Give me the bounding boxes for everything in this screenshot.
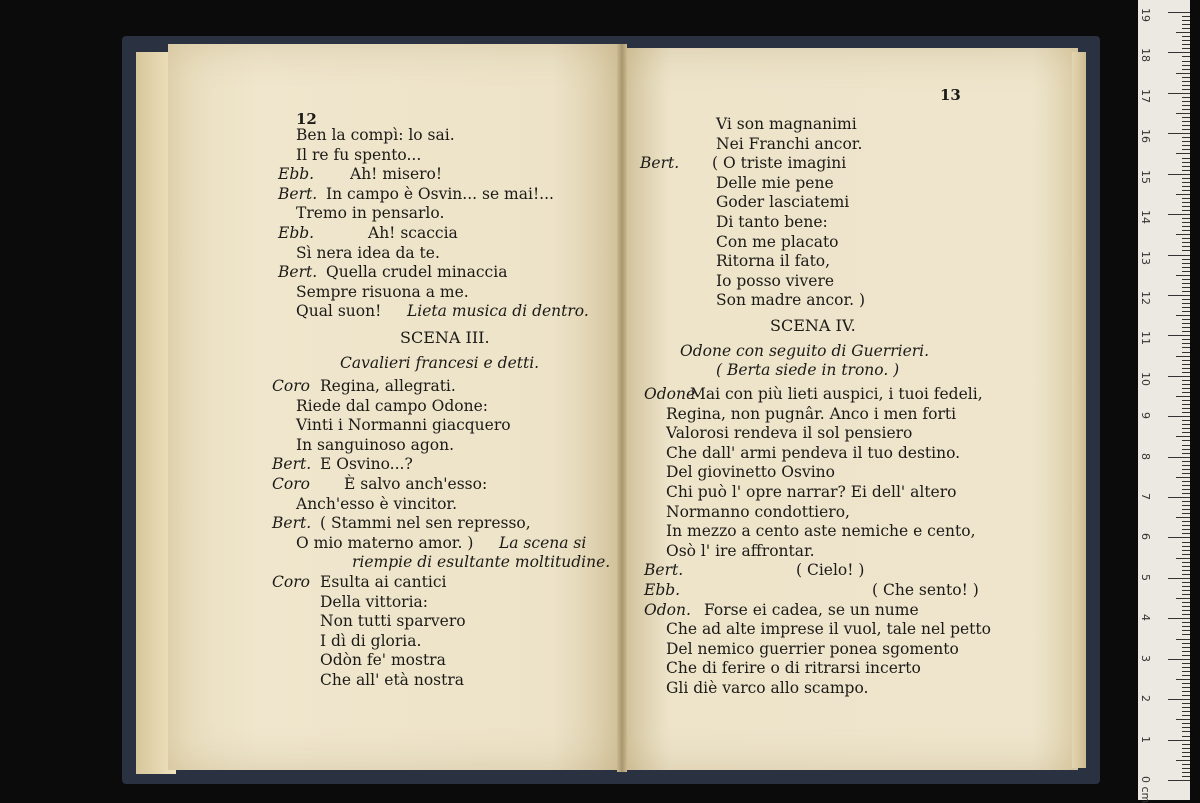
ruler-tick [1182,574,1190,575]
ruler-tick [1182,141,1190,142]
ruler-tick [1168,457,1190,458]
ruler-tick [1182,69,1190,70]
verse-text: O mio materno amor. ) [296,533,474,552]
ruler-tick [1182,481,1190,482]
speaker-name: Ebb. [644,580,681,599]
speaker-name: Odon. [644,600,691,619]
ruler-tick [1182,198,1190,199]
ruler-tick [1182,550,1190,551]
ruler-tick [1182,505,1190,506]
ruler-tick [1176,73,1190,74]
ruler-label: 0 cm [1139,776,1152,803]
ruler-tick [1182,206,1190,207]
verse-text: In sanguinoso agon. [296,435,455,454]
ruler-label: 6 [1139,533,1152,541]
ruler-label: 5 [1139,573,1152,581]
ruler-tick [1182,40,1190,41]
ruler-tick [1168,93,1190,94]
verse-text: È salvo anch'esso: [344,474,488,493]
ruler-tick [1168,740,1190,741]
ruler-tick [1182,764,1190,765]
speaker-name: Ebb. [278,165,315,184]
ruler-tick [1182,432,1190,433]
speaker-name: Bert. [272,514,312,533]
ruler-tick [1176,315,1190,316]
ruler-tick [1182,48,1190,49]
ruler-tick [1182,384,1190,385]
ruler-label: 4 [1139,614,1152,622]
speaker-name: Coro [272,572,310,591]
ruler-tick [1182,279,1190,280]
ruler-tick [1182,525,1190,526]
verse-text: Regina, non pugnâr. Anco i men forti [666,404,957,423]
ruler-tick [1168,255,1190,256]
verse-text: Che ad alte imprese il vuol, tale nel petto [666,620,991,639]
ruler-tick [1182,360,1190,361]
verse-text: Non tutti sparvero [320,612,466,631]
ruler-tick [1182,521,1190,522]
verse-text: In mezzo a cento aste nemiche e cento, [666,522,976,541]
ruler-tick [1182,647,1190,648]
ruler-label: 18 [1139,48,1152,63]
ruler-label: 8 [1139,452,1152,460]
ruler-tick [1182,768,1190,769]
ruler-tick [1182,671,1190,672]
ruler-tick [1182,202,1190,203]
verse-text: Ben la compì: lo sai. [296,126,455,144]
verse-text: Goder lasciatemi [716,193,850,212]
right-scene-title: SCENA IV. [770,316,856,335]
ruler-tick [1182,509,1190,510]
ruler-tick [1176,275,1190,276]
speaker-name: Coro [272,377,310,395]
ruler-label: 2 [1139,695,1152,703]
verse-text: Normanno condottiero, [666,502,850,521]
ruler-label: 3 [1139,654,1152,662]
verse-text: Che dall' armi pendeva il tuo destino. [666,443,961,462]
ruler-tick [1182,744,1190,745]
verse-text: Delle mie pene [716,173,834,192]
ruler-tick [1182,570,1190,571]
ruler-tick [1182,85,1190,86]
ruler-tick [1182,562,1190,563]
verse-text: E Osvino...? [320,455,413,474]
ruler-label: 15 [1139,169,1152,184]
ruler-tick [1182,756,1190,757]
ruler-tick [1182,392,1190,393]
ruler-tick [1182,89,1190,90]
ruler-tick [1182,323,1190,324]
ruler-tick [1182,105,1190,106]
ruler-tick [1182,501,1190,502]
ruler-tick [1168,659,1190,660]
ruler-label: 19 [1139,8,1152,22]
ruler-tick [1182,513,1190,514]
ruler-tick [1168,497,1190,498]
ruler-tick [1182,303,1190,304]
book-gutter [617,44,627,772]
ruler-tick [1182,602,1190,603]
verse-text: Gli diè varco allo scampo. [666,678,869,697]
verse-text: In campo è Osvin... se mai!... [326,184,554,203]
ruler-tick [1182,259,1190,260]
ruler-label: 14 [1139,210,1152,225]
ruler-tick [1182,77,1190,78]
ruler-tick [1168,578,1190,579]
ruler-tick [1176,356,1190,357]
ruler-tick [1182,149,1190,150]
ruler-tick [1176,153,1190,154]
verse-text: Quella crudel minaccia [326,263,508,282]
ruler-tick [1182,166,1190,167]
ruler-tick [1182,97,1190,98]
stage-direction: Lieta musica di dentro. [407,302,589,321]
ruler-tick [1176,113,1190,114]
ruler-tick [1182,655,1190,656]
ruler-tick [1182,420,1190,421]
verse-text: ( O triste imagini [712,154,847,173]
ruler-tick [1176,517,1190,518]
ruler-tick [1182,182,1190,183]
ruler-tick [1182,368,1190,369]
ruler-tick [1182,440,1190,441]
ruler-label: 17 [1139,88,1152,103]
ruler-tick [1182,643,1190,644]
ruler-tick [1182,210,1190,211]
ruler-tick [1182,489,1190,490]
ruler-tick [1182,776,1190,777]
verse-text: Regina, allegrati. [320,377,456,395]
verse-text: Valorosi rendeva il sol pensiero [666,424,913,443]
ruler-label: 13 [1139,250,1152,265]
ruler-tick [1182,271,1190,272]
ruler-tick [1182,711,1190,712]
verse-text: ( Che sento! ) [872,580,979,599]
ruler-tick [1176,234,1190,235]
ruler-tick [1176,396,1190,397]
ruler-tick [1182,404,1190,405]
ruler-tick [1182,137,1190,138]
ruler-tick [1182,56,1190,57]
ruler-tick [1176,639,1190,640]
ruler-tick [1182,703,1190,704]
ruler-tick [1182,230,1190,231]
ruler-tick [1182,218,1190,219]
verse-text: Tremo in pensarlo. [296,204,445,223]
ruler-tick [1182,121,1190,122]
ruler-tick [1182,44,1190,45]
ruler-tick [1182,473,1190,474]
ruler-tick [1182,327,1190,328]
verse-text: Ah! scaccia [368,223,458,242]
ruler-tick [1182,162,1190,163]
ruler-tick [1182,129,1190,130]
ruler-tick [1168,295,1190,296]
ruler-tick [1182,339,1190,340]
ruler-tick [1182,170,1190,171]
ruler-tick [1182,319,1190,320]
verse-text: Con me placato [716,232,839,251]
ruler-tick [1182,465,1190,466]
ruler-label: 12 [1139,290,1152,305]
ruler-label: 10 [1139,371,1152,386]
ruler-tick [1168,133,1190,134]
stage-direction: riempie di esultante moltitudine. [352,553,611,572]
verse-text: Vinti i Normanni giacquero [296,416,511,435]
ruler-tick [1182,125,1190,126]
ruler-tick [1168,12,1190,13]
ruler-tick [1182,16,1190,17]
verse-text: Sì nera idea da te. [296,243,440,262]
ruler-tick [1168,416,1190,417]
ruler-tick [1176,194,1190,195]
verse-text: Ah! misero! [350,165,443,184]
ruler-tick [1182,388,1190,389]
verse-text: Che di ferire o di ritrarsi incerto [666,659,921,678]
ruler-tick [1182,250,1190,251]
ruler-tick [1182,178,1190,179]
ruler-label: 1 [1139,735,1152,743]
ruler-tick [1168,699,1190,700]
ruler-tick [1182,226,1190,227]
ruler-tick [1168,335,1190,336]
ruler-tick [1182,663,1190,664]
ruler-tick [1182,311,1190,312]
right-scene-subtitle: Odone con seguito di Guerrieri. [680,342,930,360]
ruler-label: 11 [1139,331,1152,346]
ruler-tick [1182,24,1190,25]
ruler-tick [1182,485,1190,486]
ruler-tick [1182,469,1190,470]
ruler-tick [1182,380,1190,381]
ruler-tick [1182,626,1190,627]
ruler-label: 7 [1139,493,1152,501]
ruler-tick [1182,186,1190,187]
verse-text: Vi son magnanimi [716,115,857,133]
speaker-name: Bert. [278,263,318,282]
ruler-tick [1182,772,1190,773]
ruler-tick [1182,736,1190,737]
ruler-tick [1168,376,1190,377]
ruler-tick [1182,606,1190,607]
verse-text: Il re fu spento... [296,145,422,164]
ruler-tick [1182,614,1190,615]
ruler-tick [1182,691,1190,692]
ruler-tick [1182,117,1190,118]
ruler-tick [1182,412,1190,413]
ruler-tick [1182,299,1190,300]
ruler-tick [1182,695,1190,696]
ruler-tick [1182,461,1190,462]
verse-text: Riede dal campo Odone: [296,396,489,415]
ruler-tick [1182,20,1190,21]
speaker-name: Coro [272,474,310,493]
ruler-tick [1182,667,1190,668]
ruler-tick [1182,675,1190,676]
speaker-name: Bert. [272,455,312,474]
ruler-tick [1182,533,1190,534]
verse-text: Sempre risuona a me. [296,282,469,301]
ruler-tick [1182,246,1190,247]
ruler-tick [1176,436,1190,437]
speaker-name: Bert. [644,561,684,580]
ruler-tick [1176,760,1190,761]
ruler-tick [1182,594,1190,595]
verse-text: Odòn fe' mostra [320,651,446,670]
ruler-tick [1182,61,1190,62]
left-page-number: 12 [296,110,317,128]
ruler-tick [1176,598,1190,599]
ruler-tick [1182,331,1190,332]
right-page-number: 13 [940,86,961,104]
verse-text: Forse ei cadea, se un nume [704,600,919,619]
verse-text: Esulta ai cantici [320,572,447,591]
ruler-tick [1182,529,1190,530]
ruler-tick [1182,81,1190,82]
verse-text: Mai con più lieti auspici, i tuoi fedeli, [690,385,983,403]
ruler-tick [1182,36,1190,37]
ruler-tick [1182,445,1190,446]
ruler-tick [1168,537,1190,538]
left-scene-subtitle: Cavalieri francesi e detti. [340,354,540,372]
ruler-label: 16 [1139,129,1152,144]
ruler-tick [1182,190,1190,191]
ruler-tick [1182,307,1190,308]
ruler-tick [1182,582,1190,583]
page-edges-right [1072,52,1086,768]
speaker-name: Odone [644,385,696,403]
ruler-tick [1182,752,1190,753]
ruler-tick [1182,687,1190,688]
verse-text: Di tanto bene: [716,212,828,231]
ruler-tick [1168,52,1190,53]
verse-text: Nei Franchi ancor. [716,134,863,153]
ruler-tick [1182,263,1190,264]
ruler-tick [1182,590,1190,591]
speaker-name: Ebb. [278,223,315,242]
ruler-tick [1182,291,1190,292]
stage-direction: La scena si [499,533,587,552]
ruler-tick [1182,493,1190,494]
ruler-tick [1182,651,1190,652]
ruler-tick [1168,780,1190,781]
right-scene-direction: ( Berta siede in trono. ) [716,361,900,379]
speaker-name: Bert. [640,154,680,173]
ruler-tick [1182,566,1190,567]
verse-text: I dì di gloria. [320,631,422,650]
ruler-tick [1182,372,1190,373]
ruler-tick [1182,715,1190,716]
verse-text: Del nemico guerrier ponea sgomento [666,639,959,658]
left-scene-title: SCENA III. [400,328,490,347]
ruler-tick [1182,453,1190,454]
ruler-tick [1182,630,1190,631]
ruler-tick [1182,65,1190,66]
measuring-ruler [1138,0,1190,803]
ruler-tick [1182,731,1190,732]
ruler-tick [1176,558,1190,559]
ruler-tick [1182,449,1190,450]
ruler-tick [1182,158,1190,159]
ruler-tick [1168,618,1190,619]
verse-text: Chi può l' opre narrar? Ei dell' altero [666,482,957,501]
ruler-tick [1182,748,1190,749]
ruler-tick [1182,145,1190,146]
ruler-tick [1182,28,1190,29]
ruler-tick [1176,719,1190,720]
ruler-tick [1182,634,1190,635]
ruler-tick [1182,364,1190,365]
verse-text: Anch'esso è vincitor. [296,494,458,513]
ruler-tick [1182,343,1190,344]
ruler-tick [1182,723,1190,724]
verse-text: ( Cielo! ) [796,561,865,580]
verse-text: Che all' età nostra [320,670,465,689]
ruler-tick [1182,428,1190,429]
ruler-tick [1182,424,1190,425]
verse-text: Della vittoria: [320,592,429,611]
ruler-tick [1182,554,1190,555]
ruler-tick [1182,238,1190,239]
ruler-tick [1182,109,1190,110]
ruler-tick [1182,683,1190,684]
ruler-tick [1182,546,1190,547]
ruler-tick [1182,242,1190,243]
ruler-label: 9 [1139,412,1152,420]
verse-text: ( Stammi nel sen represso, [320,514,531,533]
ruler-tick [1182,400,1190,401]
verse-text: Osò l' ire affrontar. [666,541,815,560]
ruler-tick [1182,610,1190,611]
verse-text: Son madre ancor. ) [716,291,866,310]
verse-text: Io posso vivere [716,271,835,290]
ruler-tick [1182,352,1190,353]
ruler-tick [1182,287,1190,288]
ruler-tick [1182,283,1190,284]
ruler-tick [1176,477,1190,478]
verse-text: Del giovinetto Osvino [666,463,835,482]
ruler-tick [1176,679,1190,680]
ruler-tick [1182,586,1190,587]
ruler-tick [1182,222,1190,223]
ruler-tick [1182,101,1190,102]
ruler-tick [1182,347,1190,348]
ruler-tick [1182,408,1190,409]
ruler-tick [1182,707,1190,708]
verse-text: Qual suon! [296,302,382,321]
ruler-tick [1168,174,1190,175]
ruler-tick [1182,727,1190,728]
verse-text: Ritorna il fato, [716,252,831,271]
speaker-name: Bert. [278,184,318,203]
ruler-tick [1176,32,1190,33]
ruler-tick [1182,622,1190,623]
ruler-tick [1182,542,1190,543]
ruler-tick [1182,267,1190,268]
ruler-tick [1168,214,1190,215]
